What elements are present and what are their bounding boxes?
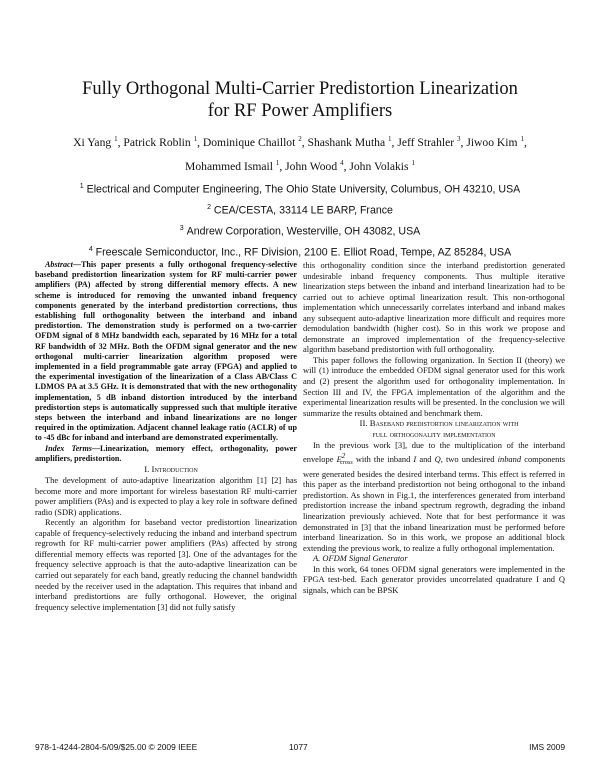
index-terms: Index Terms—Linearization, memory effect, orthogonality, power amplifiers, predistortion.	[35, 443, 297, 463]
section-heading: II. Baseband predistortion linearization with full orthogonality implementation	[359, 418, 519, 440]
author: Patrick Roblin $^1$,	[123, 135, 203, 149]
author: Shashank Mutha $^1$,	[307, 135, 398, 149]
footer-conference: IMS 2009	[529, 742, 565, 752]
affiliation: $^2$ CEA/CESTA, 33114 LE BARP, France	[207, 204, 393, 217]
paragraph: The development of auto-adaptive linearization algorithm [1] [2] has become more and more important for wireless basestation RF multi-carrier power amplifiers (PAs) and is expected to play a key role in software defined radio (SDR) applications.	[35, 475, 297, 517]
author: John Wood $^4$,	[285, 158, 350, 173]
paper-title	[0, 78, 600, 122]
subsection-heading: A. OFDM Signal Generator	[313, 553, 408, 564]
paragraph: Recently an algorithm for baseband vector predistortion linearization capable of frequency-selectively reducing the inband and interband spectrum regrowth for RF multi-carrier power amplifiers (PAs) affected by strong differential memory effects was reported [3]. One of the advantages for the frequency selective approach is that the auto-adaptive linearization can be carried out separately for each band, greatly reducing the channel bandwidth needed by the receiver used in the adaptation. This requires that inband and interband predistortions are fully orthogonal. However, the original frequency selective implementation [3] did not fully satisfy	[35, 517, 297, 612]
footer-page-number: 1077	[289, 742, 308, 752]
paragraph: In this work, 64 tones OFDM signal generators were implemented in the FPGA test-bed. Each generator provides uncorrelated quadrature I and Q signals, which can be BPSK	[303, 563, 565, 595]
author: Mohammed Ismail $^1$,	[185, 158, 286, 173]
paragraph: This paper follows the following organization. In Section II (theory) we will (1) introduce the embedded OFDM signal generator used for this work and (2) present the algorithm used for orthogonality implementation. In Section III and IV, the FPGA implementation of the algorithm and the experimental linearization results will be presented. In the conclusion we will summarize the results obtained and benchmark them.	[303, 354, 565, 418]
author: Jeff Strahler $^3$,	[397, 135, 467, 149]
author: Dominique Chaillot $^2$,	[202, 135, 308, 149]
affiliation: $^1$ Electrical and Computer Engineering, The Ohio State University, Columbus, OH 43210, USA	[79, 183, 521, 196]
affiliation: $^4$ Freescale Semiconductor, Inc., RF Division, 2100 E. Elliot Road, Tempe, AZ 85284, USA	[88, 246, 512, 259]
left-column	[35, 260, 297, 612]
author: John Volakis $^1$	[349, 158, 415, 173]
paragraph: In the previous work [3], due to the multiplication of the interband envelope $E^2_{cross}$ with the inband I and Q, two undesired inband components were generated besides the desired interband terms. This effect is referred in this paper as the interband predistortion not being orthogonal to the inband predistortion. As shown in Fig.1, the interferences generated from interband predistortion increase the inband spectrum regrowth, degrading the inband linearization previously achieved. Note that for best performance it was demonstrated in [3] that the inband linearization must be performed before interband linearization. So in this work, we propose an additional block extending the previous work, to realize a fully orthogonal implementation.	[303, 440, 565, 553]
paragraph: this orthogonality condition since the interband predistortion generated undesirable inband frequency components. Thus multiple iterative linearization steps between the inband and interband linearization had to be carried out to achieve optimal linearization result. This non-orthogonal implementation which unnecessarily correlates interband and inband makes any subsequent auto-adaptive linearization more difficult and requires more demodulation bandwidth (higher cost). So in this work we propose and demonstrate an improved implementation of the frequency-selective algorithm baseband predistortion with full orthogonality.	[303, 260, 565, 355]
author: Jiwoo Kim $^1$,	[466, 135, 527, 149]
affiliations	[30, 178, 570, 263]
right-column	[303, 260, 565, 595]
affiliation: $^3$ Andrew Corporation, Westerville, OH 43082, USA	[179, 225, 421, 238]
author: Xi Yang $^1$,	[73, 135, 124, 149]
abstract: Abstract—This paper presents a fully orthogonal frequency-selective baseband predistortion linearization system for RF multi-carrier power amplifiers (PA) affected by strong differential memory effects. A new scheme is introduced for removing the unwanted inband frequency components generated by the interband predistortion corrections, thus establishing full orthogonality between the interband and inband predistortion. The demonstration study is performed on a two-carrier OFDM signal of 8 MHz bandwidth each, separated by 16 MHz for a total RF bandwidth of 32 MHz. Both the OFDM signal generator and the new orthogonal multi-carrier linearization algorithm proposed were implemented in a field programmable gate array (FPGA) and applied to the experimental investigation of the linearization of a Class AB/Class C LDMOS PA at 3.5 GHz. It is demonstrated that with the new orthogonality implementation, 5 dB inband distortion introduced by the interband predistortion steps is automatically suppressed such that multiple iterative steps between the interband and inband linearizations are no longer required in the optimization. Adjacent channel leakage ratio (ACLR) of up to -45 dBc for inband and interband are demonstrated experimentally.	[35, 260, 297, 443]
section-heading: I. Introduction	[144, 464, 198, 475]
title-line-1: Fully Orthogonal Multi-Carrier Predistortion Linearization	[82, 79, 518, 99]
title-line-2: for RF Power Amplifiers	[207, 101, 393, 121]
author-list	[40, 129, 560, 177]
footer-isbn: 978-1-4244-2804-5/09/$25.00 © 2009 IEEE	[35, 742, 198, 752]
